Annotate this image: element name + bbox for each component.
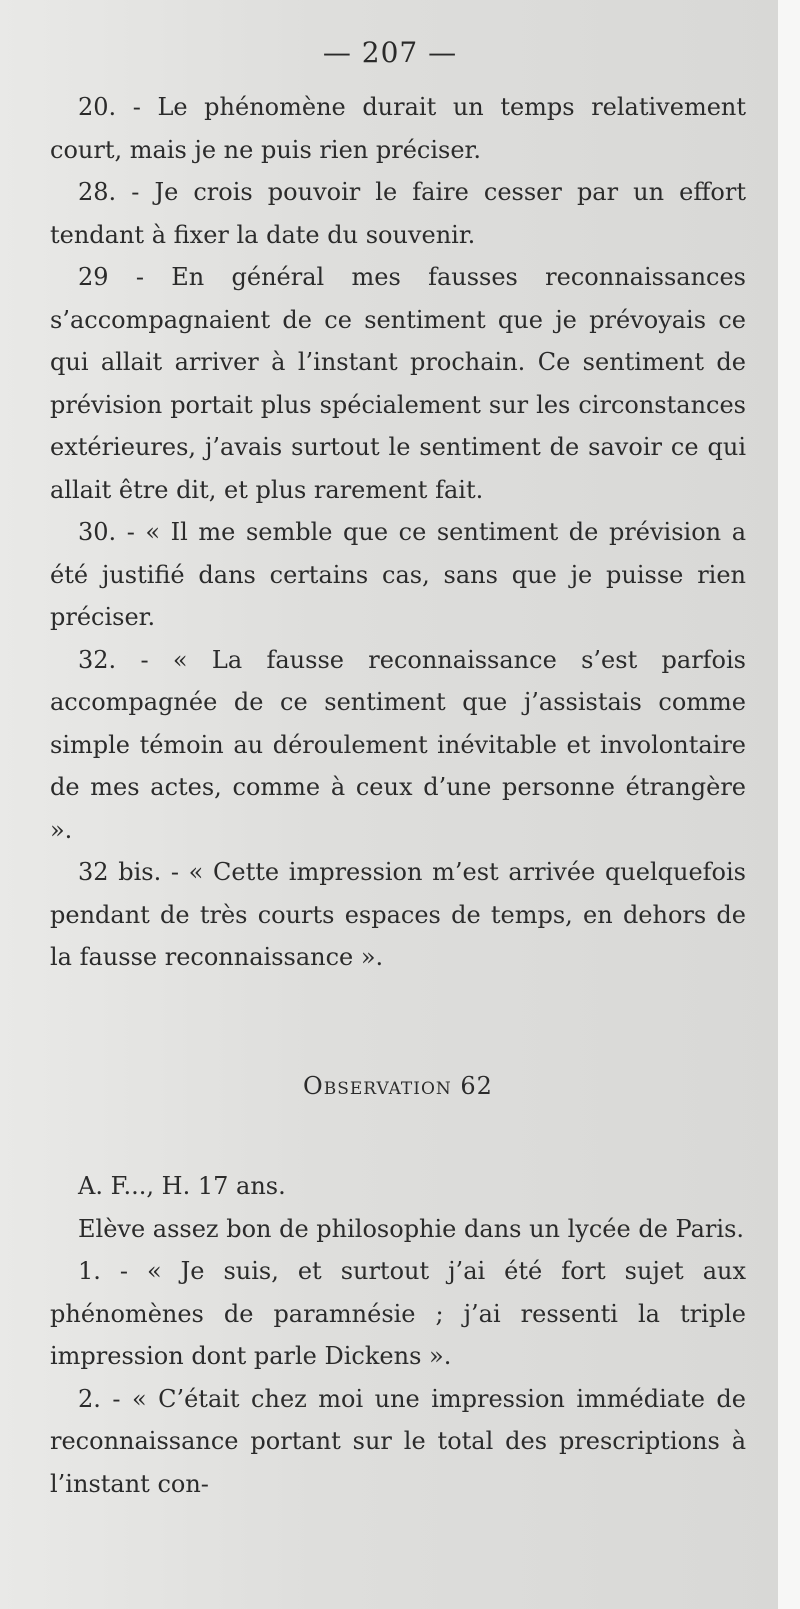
page-body bbox=[50, 86, 746, 1505]
paragraph-2: 2. - « C’était chez moi une impression immédiate de reconnaissance portant sur le total des prescriptions à l’instant con- bbox=[50, 1384, 746, 1498]
page-edge bbox=[778, 0, 800, 1609]
subject-info: A. F..., H. 17 ans. bbox=[78, 1172, 286, 1200]
page-number: — 207 — bbox=[322, 36, 458, 69]
paragraph-30: 30. - « Il me semble que ce sentiment de prévision a été justifié dans certains cas, sans que je puisse rien préciser. bbox=[50, 518, 746, 631]
paragraph-1: 1. - « Je suis, et surtout j’ai été fort sujet aux phénomènes de paramnésie ; j’ai ressenti la triple impression dont parle Dickens ». bbox=[50, 1257, 746, 1370]
subject-description: Elève assez bon de philosophie dans un lycée de Paris. bbox=[78, 1214, 745, 1243]
paragraph-28: 28. - Je crois pouvoir le faire cesser par un effort tendant à fixer la date du souvenir. bbox=[50, 178, 746, 249]
observation-heading: Observation 62 bbox=[303, 1071, 493, 1100]
paragraph-29: 29 - En général mes fausses reconnaissances s’accompagnaient de ce sentiment que je prévoyais ce qui allait arriver à l’instant prochain. Ce sentiment de prévision portait plus spécialement sur les circonstances extérieures, j’avais surtout le sentiment de savoir ce qui allait être dit, et plus rarement fait. bbox=[50, 263, 746, 504]
paragraph-32-bis: 32 bis. - « Cette impression m’est arrivée quelquefois pendant de très courts espaces de temps, en dehors de la fausse reconnaissance ». bbox=[50, 858, 746, 971]
paragraph-32: 32. - « La fausse reconnaissance s’est parfois accompagnée de ce sentiment que j’assistais comme simple témoin au déroulement inévitable et involontaire de mes actes, comme à ceux d’une personne étrangère ». bbox=[50, 645, 746, 844]
paragraph-20: 20. - Le phénomène durait un temps relativement court, mais je ne puis rien préciser. bbox=[50, 93, 746, 164]
